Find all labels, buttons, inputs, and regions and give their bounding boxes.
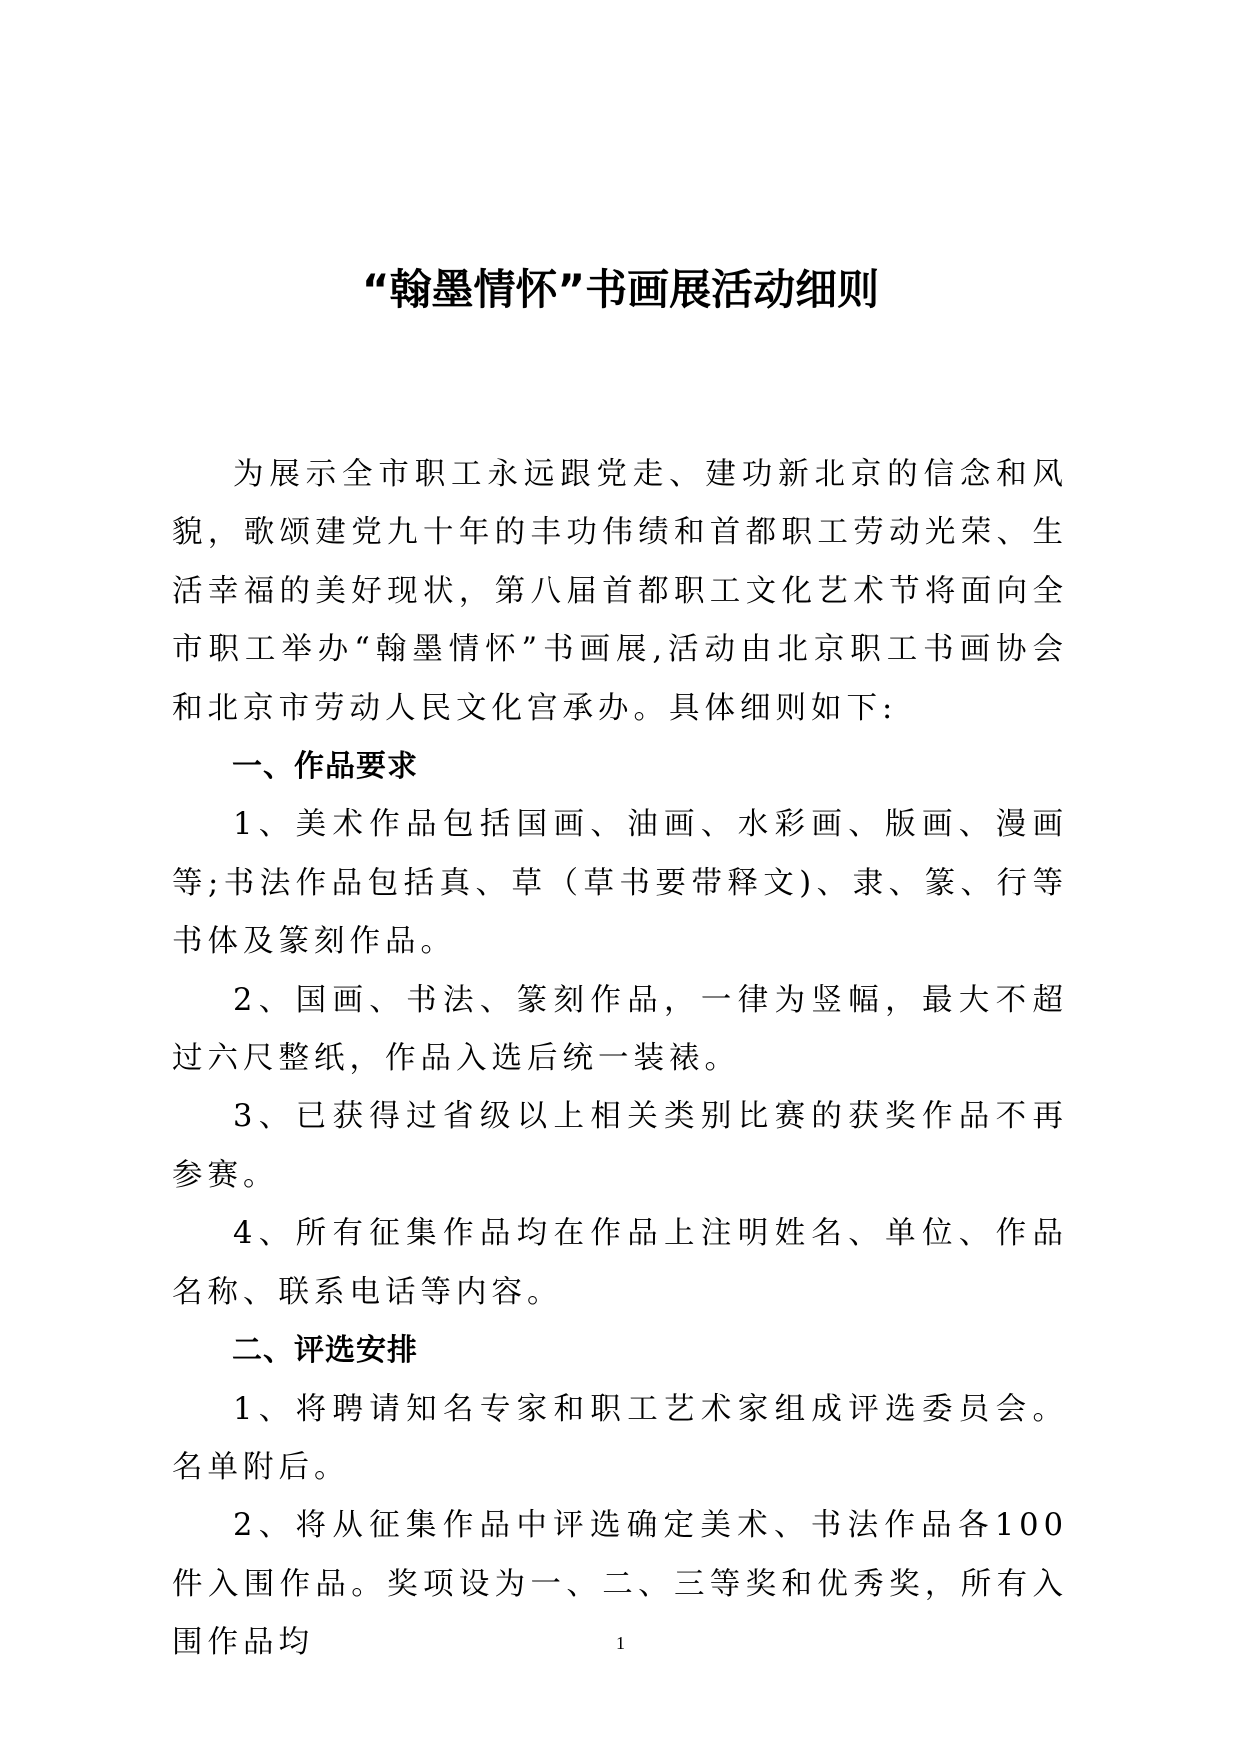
requirements-item-3: 3、已获得过省级以上相关类别比赛的获奖作品不再参赛。 <box>172 1099 1068 1193</box>
document-body <box>172 446 1068 1673</box>
requirements-item-4: 4、所有征集作品均在作品上注明姓名、单位、作品名称、联系电话等内容。 <box>172 1216 1068 1310</box>
requirements-item-2: 2、国画、书法、篆刻作品，一律为竖幅，最大不超过六尺整纸，作品入选后统一装裱。 <box>172 982 1068 1077</box>
selection-item-2: 2、将从征集作品中评选确定美术、书法作品各100件入围作品。奖项设为一、二、三等奖和优秀奖，所有入围作品均 <box>172 1508 1068 1661</box>
section-heading-requirements: 一、作品要求 <box>232 749 418 785</box>
page-number: 1 <box>616 1633 625 1653</box>
section-heading-selection: 二、评选安排 <box>232 1333 418 1369</box>
intro-paragraph: 为展示全市职工永远跟党走、建功新北京的信念和风貌，歌颂建党九十年的丰功伟绩和首都职工劳动光荣、生活幸福的美好现状，第八届首都职工文化艺术节将面向全市职工举办“翰墨情怀”书画展,活动由北京职工书画协会和北京市劳动人民文化宫承办。具体细则如下: <box>172 457 1068 726</box>
document-title: “翰墨情怀”书画展活动细则 <box>361 265 880 314</box>
requirements-item-1: 1、美术作品包括国画、油画、水彩画、版画、漫画等;书法作品包括真、草（草书要带释文)、隶、篆、行等书体及篆刻作品。 <box>172 807 1068 960</box>
selection-item-1: 1、将聘请知名专家和职工艺术家组成评选委员会。名单附后。 <box>172 1391 1068 1485</box>
